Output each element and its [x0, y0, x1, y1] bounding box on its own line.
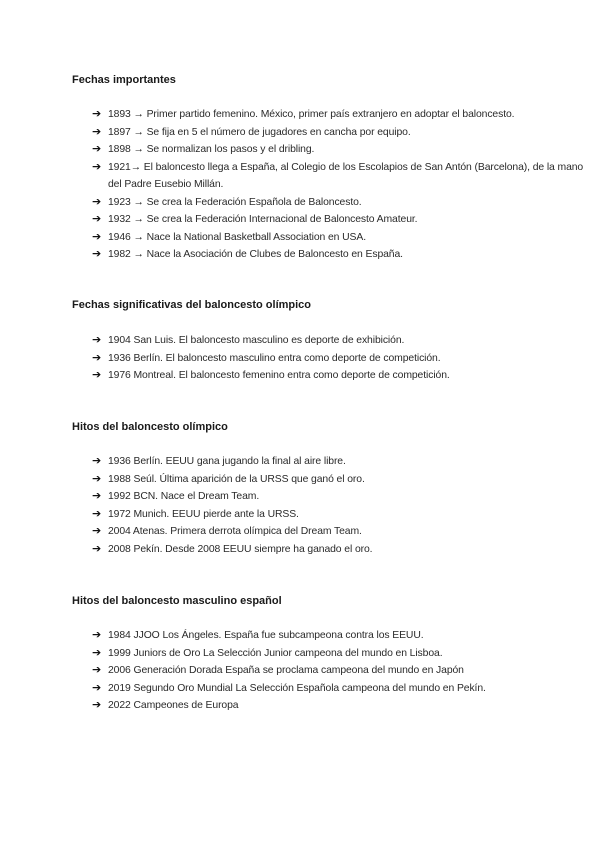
arrow-icon: ➔	[92, 213, 102, 225]
section-hitos-espanol	[72, 594, 592, 711]
section-title: Fechas importantes	[72, 74, 176, 86]
bullet-list	[92, 106, 592, 264]
list-item	[92, 141, 592, 159]
list-item	[92, 523, 592, 541]
arrow-icon: ➔	[92, 646, 102, 659]
list-item-text: 2022 Campeones de Europa	[108, 700, 239, 711]
list-item-text: 1946 → Nace la National Basketball Association en USA.	[108, 231, 366, 243]
list-item	[92, 211, 592, 229]
list-item-text: 1932 → Se crea la Federación Internacional de Baloncesto Amateur.	[108, 214, 418, 225]
arrow-icon: ➔	[92, 472, 102, 485]
bullet-list	[92, 332, 592, 385]
list-item	[92, 680, 592, 698]
section-title: Hitos del baloncesto olímpico	[72, 421, 228, 433]
list-item	[92, 246, 592, 264]
list-item	[92, 506, 592, 524]
arrow-icon: ➔	[92, 248, 102, 260]
arrow-icon: ➔	[92, 334, 102, 346]
arrow-icon: ➔	[92, 369, 102, 381]
list-item-text: 2008 Pekín. Desde 2008 EEUU siempre ha ganado el oro.	[108, 543, 373, 555]
list-item	[92, 159, 592, 194]
list-item-text: 1976 Montreal. El baloncesto femenino entra como deporte de competición.	[108, 370, 450, 381]
arrow-icon: ➔	[92, 490, 102, 502]
list-item	[92, 367, 592, 385]
list-item-text: 1984 JJOO Los Ángeles. España fue subcampeona contra los EEUU.	[108, 630, 424, 641]
bullet-list	[92, 627, 592, 715]
arrow-icon: ➔	[92, 525, 102, 537]
list-item-text: 2019 Segundo Oro Mundial La Selección Española campeona del mundo en Pekín.	[108, 682, 486, 694]
arrow-icon: ➔	[92, 351, 102, 364]
list-item-text: 2006 Generación Dorada España se proclama campeona del mundo en Japón	[108, 665, 464, 676]
section-hitos-olimpico	[72, 420, 592, 555]
arrow-icon: ➔	[92, 699, 102, 711]
arrow-icon: ➔	[92, 507, 102, 520]
list-item-text: 1936 Berlín. El baloncesto masculino entra como deporte de competición.	[108, 352, 441, 364]
list-item-text: 2004 Atenas. Primera derrota olímpica del Dream Team.	[108, 526, 362, 537]
list-item-text: 1923 → Se crea la Federación Española de Baloncesto.	[108, 196, 362, 208]
list-item	[92, 350, 592, 368]
list-item-text: 1893 → Primer partido femenino. México, primer país extranjero en adoptar el baloncesto.	[108, 109, 515, 120]
list-item-text: 1897 → Se fija en 5 el número de jugadores en cancha por equipo.	[108, 126, 411, 138]
arrow-icon: ➔	[92, 195, 102, 208]
arrow-icon: ➔	[92, 230, 102, 243]
arrow-icon: ➔	[92, 664, 102, 676]
list-item	[92, 124, 592, 142]
arrow-icon: ➔	[92, 125, 102, 138]
arrow-icon: ➔	[92, 681, 102, 694]
list-item	[92, 453, 592, 471]
arrow-icon: ➔	[92, 143, 102, 155]
section-fechas-olimpico	[72, 298, 592, 381]
list-item	[92, 541, 592, 559]
list-item-text: 1936 Berlín. EEUU gana jugando la final al aire libre.	[108, 456, 346, 467]
list-item	[92, 627, 592, 645]
arrow-icon: ➔	[92, 629, 102, 641]
section-fechas-importantes	[72, 73, 592, 260]
list-item-text: 1982 → Nace la Asociación de Clubes de Baloncesto en España.	[108, 249, 403, 260]
arrow-icon: ➔	[92, 160, 102, 173]
section-title: Hitos del baloncesto masculino español	[72, 595, 282, 607]
list-item	[92, 697, 592, 715]
arrow-icon: ➔	[92, 542, 102, 555]
list-item-text: 1988 Seúl. Última aparición de la URSS que ganó el oro.	[108, 473, 365, 485]
list-item	[92, 645, 592, 663]
bullet-list	[92, 453, 592, 558]
list-item-text: 1904 San Luis. El baloncesto masculino es deporte de exhibición.	[108, 335, 405, 346]
list-item	[92, 488, 592, 506]
list-item	[92, 106, 592, 124]
list-item	[92, 194, 592, 212]
list-item	[92, 332, 592, 350]
list-item	[92, 662, 592, 680]
arrow-icon: ➔	[92, 455, 102, 467]
list-item-text: 1972 Munich. EEUU pierde ante la URSS.	[108, 508, 299, 520]
list-item-text: 1992 BCN. Nace el Dream Team.	[108, 491, 260, 502]
list-item	[92, 471, 592, 489]
list-item-text: 1921→ El baloncesto llega a España, al Colegio de los Escolapios de San Antón (Barcelona), de la mano del Padre Eusebio Millán.	[108, 161, 584, 190]
list-item-text: 1999 Juniors de Oro La Selección Junior campeona del mundo en Lisboa.	[108, 647, 443, 659]
section-title: Fechas significativas del baloncesto olímpico	[72, 299, 312, 311]
list-item-text: 1898 → Se normalizan los pasos y el dribling.	[108, 144, 315, 155]
arrow-icon: ➔	[92, 108, 102, 120]
list-item	[92, 229, 592, 247]
